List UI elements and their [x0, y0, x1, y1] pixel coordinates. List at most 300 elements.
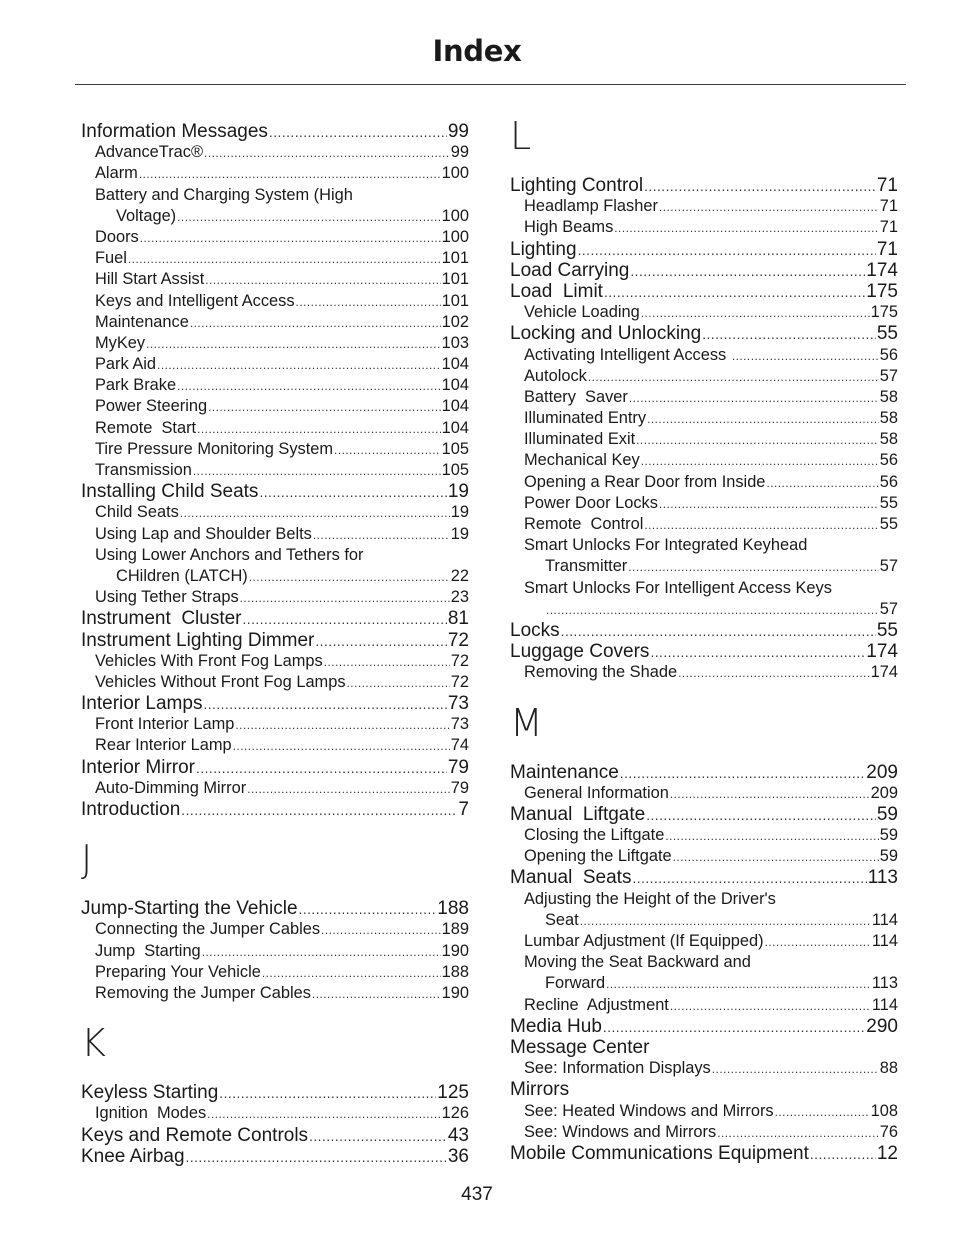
entry-page-number[interactable]: 59	[879, 826, 898, 845]
entry-page-number[interactable]: 71	[879, 197, 898, 216]
index-entry[interactable]	[81, 630, 469, 651]
index-subentry[interactable]	[510, 783, 898, 804]
entry-text: General Information	[524, 783, 669, 802]
dot-leader	[630, 261, 865, 281]
dot-leader	[177, 376, 441, 396]
entry-text: Smart Unlocks For Integrated Keyhead	[524, 536, 808, 555]
index-subentry[interactable]	[510, 846, 898, 867]
entry-text: Using Lap and Shoulder Belts	[95, 524, 312, 543]
index-subentry[interactable]	[81, 354, 469, 375]
entry-page-number[interactable]: 74	[450, 736, 469, 755]
index-entry[interactable]	[510, 762, 898, 783]
dot-leader	[128, 249, 441, 269]
index-subentry[interactable]	[510, 599, 898, 620]
entry-text: MyKey	[95, 333, 146, 352]
entry-text: Mirrors	[510, 1079, 570, 1101]
dot-leader	[659, 197, 879, 217]
page-number: 437	[461, 1184, 493, 1205]
entry-text: Using Tether Straps	[95, 588, 239, 607]
entry-text: Opening the Liftgate	[524, 847, 672, 866]
entry-text: Fuel	[95, 249, 127, 268]
entry-text: Auto-Dimming Mirror	[95, 778, 247, 797]
entry-text: Installing Child Seats	[81, 481, 259, 503]
dot-leader	[243, 609, 447, 629]
dot-leader	[644, 515, 878, 535]
entry-page-number[interactable]: 114	[871, 995, 898, 1014]
entry-text: Using Lower Anchors and Tethers for	[95, 545, 364, 564]
entry-page-number[interactable]: 113	[867, 867, 898, 889]
index-subentry[interactable]	[81, 248, 469, 269]
entry-text: Doors	[95, 227, 139, 246]
entry-page-number[interactable]: 100	[441, 206, 469, 225]
dot-leader	[321, 920, 441, 940]
entry-page-number[interactable]: 72	[447, 629, 469, 651]
entry-text: Lumbar Adjustment (If Equipped)	[524, 932, 764, 950]
index-subentry[interactable]	[81, 545, 469, 566]
entry-page-number[interactable]: 76	[879, 1122, 898, 1141]
entry-page-number[interactable]: 58	[879, 430, 898, 449]
entry-page-number[interactable]: 101	[441, 249, 469, 268]
entry-text: Load Limit	[510, 280, 603, 302]
entry-page-number[interactable]: 55	[876, 323, 898, 345]
index-entry[interactable]	[81, 1146, 469, 1167]
entry-text: Voltage)	[116, 206, 177, 225]
index-subentry[interactable]	[510, 1058, 898, 1079]
index-subentry[interactable]	[81, 312, 469, 333]
dot-leader	[247, 779, 450, 799]
entry-page-number[interactable]: 105	[441, 439, 469, 458]
dot-leader	[620, 763, 866, 783]
index-subentry[interactable]	[81, 735, 469, 756]
index-subentry[interactable]	[510, 1101, 898, 1122]
entry-text: Forward	[545, 974, 606, 993]
index-column-left	[81, 121, 469, 1167]
dot-leader	[208, 397, 441, 417]
index-subentry[interactable]	[510, 387, 898, 408]
index-subentry[interactable]	[510, 952, 898, 973]
index-subentry[interactable]	[81, 524, 469, 545]
entry-page-number[interactable]: 101	[441, 291, 469, 310]
dot-leader	[262, 963, 441, 983]
index-entry[interactable]	[510, 175, 898, 196]
entry-page-number[interactable]: 175	[870, 303, 898, 322]
index-subentry[interactable]	[81, 396, 469, 417]
entry-page-number[interactable]: 58	[879, 409, 898, 428]
entry-page-number[interactable]: 56	[879, 345, 898, 364]
entry-page-number[interactable]: 56	[879, 472, 898, 491]
entry-text: Moving the Seat Backward and	[524, 953, 751, 972]
index-entry[interactable]	[510, 1037, 898, 1058]
index-subentry[interactable]	[510, 302, 898, 323]
entry-text: Ignition Modes	[95, 1104, 207, 1123]
dot-leader	[207, 1104, 440, 1124]
dot-leader	[614, 218, 878, 238]
index-subentry[interactable]	[510, 931, 898, 952]
entry-page-number[interactable]: 99	[450, 143, 469, 162]
dot-leader	[249, 567, 450, 587]
entry-page-number[interactable]: 114	[871, 910, 898, 929]
entry-page-number[interactable]: 290	[866, 1015, 898, 1037]
entry-text: Instrument Lighting Dimmer	[81, 629, 315, 651]
entry-page-number[interactable]: 108	[870, 1101, 898, 1120]
entry-text: Jump Starting	[95, 941, 201, 960]
entry-page-number[interactable]: 81	[447, 608, 469, 630]
entry-text: Recline Adjustment	[524, 995, 669, 1014]
entry-text: Child Seats	[95, 503, 179, 522]
entry-text: Illuminated Exit	[524, 430, 636, 449]
index-entry[interactable]	[510, 641, 898, 662]
index-subentry[interactable]	[510, 217, 898, 238]
entry-page-number[interactable]: 36	[447, 1145, 469, 1167]
entry-text: Vehicles With Front Fog Lamps	[95, 651, 323, 670]
entry-text: Knee Airbag	[81, 1145, 185, 1167]
dot-leader	[641, 303, 870, 323]
entry-page-number[interactable]: 189	[441, 920, 469, 939]
entry-text: Keys and Intelligent Access	[95, 291, 295, 310]
dot-leader	[157, 355, 441, 375]
dot-leader	[644, 176, 876, 196]
entry-page-number[interactable]: 12	[876, 1142, 898, 1164]
entry-text: Lighting	[510, 238, 577, 260]
entry-text: See: Heated Windows and Mirrors	[524, 1101, 774, 1120]
entry-page-number[interactable]: 19	[447, 481, 469, 503]
entry-page-number[interactable]: 103	[441, 333, 469, 352]
entry-page-number[interactable]: 71	[879, 218, 898, 237]
index-subentry[interactable]	[81, 227, 469, 248]
dot-leader	[219, 1083, 436, 1103]
index-subentry[interactable]	[81, 1103, 469, 1124]
entry-page-number[interactable]: 88	[879, 1059, 898, 1078]
dot-leader	[235, 715, 449, 735]
dot-leader	[193, 461, 441, 481]
entry-page-number[interactable]: 22	[450, 566, 469, 585]
dot-leader	[312, 984, 441, 1004]
entry-page-number[interactable]: 57	[879, 557, 898, 576]
index-subentry[interactable]	[510, 556, 898, 577]
entry-page-number[interactable]: 105	[441, 461, 469, 479]
entry-text: Headlamp Flasher	[524, 197, 658, 216]
index-entry[interactable]	[81, 608, 469, 629]
index-entry[interactable]	[81, 121, 469, 142]
entry-page-number[interactable]: 126	[441, 1104, 469, 1123]
index-subentry[interactable]	[510, 1122, 898, 1143]
dot-leader	[202, 942, 441, 962]
dot-leader	[347, 673, 450, 693]
entry-page-number[interactable]: 113	[871, 974, 898, 993]
letter-spacer	[510, 684, 898, 702]
index-subentry[interactable]	[510, 345, 898, 366]
index-subentry[interactable]	[81, 460, 469, 481]
entry-page-number[interactable]: 57	[879, 366, 898, 385]
index-subentry[interactable]	[81, 206, 469, 227]
index-subentry[interactable]	[81, 269, 469, 290]
dot-leader	[296, 292, 441, 312]
section-letter: K	[81, 1021, 106, 1066]
index-entry[interactable]	[81, 1125, 469, 1146]
entry-page-number[interactable]: 19	[450, 524, 469, 543]
index-entry[interactable]	[81, 693, 469, 714]
index-entry[interactable]	[510, 323, 898, 344]
entry-text: Manual Seats	[510, 867, 632, 889]
entry-text: Remote Control	[524, 515, 644, 533]
entry-page-number[interactable]: 209	[866, 761, 898, 783]
index-entry[interactable]	[81, 799, 469, 820]
index-subentry[interactable]	[81, 418, 469, 439]
entry-page-number[interactable]: 188	[437, 898, 469, 920]
dot-leader	[309, 1126, 447, 1146]
entry-text: Mobile Communications Equipment	[510, 1142, 809, 1164]
dot-leader	[180, 503, 450, 523]
dot-leader	[334, 440, 441, 460]
index-entry[interactable]	[510, 1016, 898, 1037]
dot-leader	[561, 621, 876, 641]
dot-leader	[659, 494, 879, 514]
entry-page-number[interactable]: 125	[437, 1082, 469, 1104]
index-subentry[interactable]	[510, 535, 898, 556]
entry-text: Keyless Starting	[81, 1082, 219, 1104]
entry-page-number[interactable]: 99	[447, 121, 469, 142]
letter-spacer	[510, 744, 898, 762]
letter-spacer	[510, 157, 898, 175]
entry-page-number[interactable]: 114	[871, 932, 898, 950]
entry-text: Battery Saver	[524, 387, 628, 406]
entry-text: Preparing Your Vehicle	[95, 962, 261, 981]
dot-leader	[186, 1147, 447, 1167]
entry-page-number[interactable]: 57	[879, 599, 898, 618]
entry-text: Interior Lamps	[81, 693, 203, 715]
index-subentry[interactable]	[510, 366, 898, 387]
dot-leader	[580, 911, 871, 931]
index-subentry[interactable]	[81, 566, 469, 587]
entry-page-number[interactable]: 104	[441, 376, 469, 395]
entry-page-number[interactable]: 71	[876, 175, 898, 196]
entry-text: Mechanical Key	[524, 451, 640, 470]
dot-leader	[673, 847, 879, 867]
index-subentry[interactable]	[81, 714, 469, 735]
entry-text: CHildren (LATCH)	[116, 566, 248, 585]
entry-page-number[interactable]: 58	[879, 387, 898, 406]
entry-text: See: Windows and Mirrors	[524, 1122, 717, 1141]
entry-text: Jump-Starting the Vehicle	[81, 898, 298, 920]
index-entry[interactable]	[81, 1082, 469, 1103]
dot-leader	[177, 207, 440, 227]
index-subentry[interactable]	[510, 514, 898, 535]
index-subentry[interactable]	[81, 142, 469, 163]
entry-page-number[interactable]: 43	[447, 1124, 469, 1146]
index-subentry[interactable]	[81, 163, 469, 184]
section-letter: M	[510, 700, 543, 745]
dot-leader	[259, 482, 446, 502]
entry-text: Luggage Covers	[510, 641, 650, 663]
index-subentry[interactable]	[81, 375, 469, 396]
entry-text: Message Center	[510, 1036, 650, 1058]
dot-leader	[299, 899, 437, 919]
entry-text: Locks	[510, 619, 560, 641]
index-column-right	[510, 115, 898, 1164]
entry-text: Load Carrying	[510, 259, 630, 281]
dot-leader	[765, 932, 871, 952]
entry-page-number[interactable]: 190	[441, 941, 469, 960]
entry-page-number[interactable]: 55	[876, 619, 898, 641]
entry-text: Manual Liftgate	[510, 803, 646, 825]
entry-page-number[interactable]: 79	[447, 756, 469, 778]
entry-text: Autolock	[524, 366, 587, 385]
entry-page-number[interactable]: 79	[450, 778, 469, 797]
entry-page-number[interactable]: 174	[870, 663, 898, 682]
dot-leader	[203, 694, 446, 714]
entry-page-number[interactable]: 73	[450, 715, 469, 734]
dot-leader	[766, 473, 878, 493]
dot-leader	[140, 228, 441, 248]
entry-text: Opening a Rear Door from Inside	[524, 472, 766, 491]
entry-text: Locking and Unlocking	[510, 323, 702, 345]
index-subentry[interactable]	[510, 973, 898, 994]
entry-page-number[interactable]: 73	[447, 693, 469, 715]
entry-text: Instrument Cluster	[81, 608, 242, 630]
entry-text: Power Steering	[95, 397, 208, 416]
page-title: Index	[432, 34, 522, 68]
dot-leader	[146, 334, 441, 354]
entry-text: Lighting Control	[510, 175, 644, 196]
entry-text: Media Hub	[510, 1015, 602, 1037]
index-entry[interactable]	[510, 1079, 898, 1100]
index-subentry[interactable]	[510, 408, 898, 429]
entry-page-number[interactable]: 55	[879, 493, 898, 512]
entry-text: Transmitter	[545, 557, 628, 576]
dot-leader	[315, 631, 446, 651]
letter-spacer	[81, 1064, 469, 1082]
entry-text: Park Brake	[95, 376, 177, 395]
entry-page-number[interactable]: 100	[441, 164, 469, 183]
entry-text: Rear Interior Lamp	[95, 736, 232, 755]
dot-leader	[717, 1123, 879, 1143]
dot-leader	[313, 525, 450, 545]
entry-text: Keys and Remote Controls	[81, 1124, 309, 1146]
index-subentry[interactable]	[81, 983, 469, 1004]
dot-leader	[775, 1102, 870, 1122]
dot-leader	[732, 346, 879, 366]
index-subentry[interactable]	[510, 825, 898, 846]
index-subentry[interactable]	[510, 995, 898, 1016]
entry-page-number[interactable]: 72	[450, 651, 469, 670]
entry-page-number[interactable]: 59	[879, 847, 898, 866]
index-entry[interactable]	[510, 1143, 898, 1164]
index-subentry[interactable]	[81, 941, 469, 962]
index-subentry[interactable]	[510, 493, 898, 514]
index-subentry[interactable]	[81, 778, 469, 799]
index-entry[interactable]	[510, 867, 898, 888]
entry-text: Power Door Locks	[524, 493, 658, 512]
dot-leader	[636, 430, 879, 450]
entry-text: Illuminated Entry	[524, 409, 647, 428]
index-subentry[interactable]	[510, 910, 898, 931]
index-subentry[interactable]	[81, 672, 469, 693]
entry-page-number[interactable]: 100	[441, 227, 469, 246]
dot-leader	[139, 164, 441, 184]
dot-leader	[197, 419, 441, 439]
dot-leader	[603, 1017, 865, 1037]
entry-text: Interior Mirror	[81, 756, 196, 778]
index-subentry[interactable]	[81, 291, 469, 312]
index-entry[interactable]	[81, 898, 469, 919]
index-subentry[interactable]	[81, 962, 469, 983]
dot-leader	[588, 367, 879, 387]
entry-page-number[interactable]: 209	[870, 783, 898, 802]
entry-page-number[interactable]: 59	[876, 803, 898, 825]
dot-leader	[204, 143, 450, 163]
index-entry[interactable]	[510, 239, 898, 260]
index-subentry[interactable]	[81, 919, 469, 940]
section-letter: J	[81, 837, 93, 882]
entry-page-number[interactable]: 104	[441, 355, 469, 374]
entry-text: Seat	[545, 910, 579, 929]
entry-page-number[interactable]: 55	[879, 515, 898, 533]
entry-page-number[interactable]: 102	[441, 312, 469, 331]
entry-page-number[interactable]: 72	[450, 672, 469, 691]
index-subentry[interactable]	[81, 185, 469, 206]
entry-page-number[interactable]: 101	[441, 270, 469, 289]
entry-page-number[interactable]: 174	[866, 259, 898, 281]
entry-page-number[interactable]: 104	[441, 397, 469, 416]
index-subentry[interactable]	[510, 889, 898, 910]
entry-page-number[interactable]: 56	[879, 451, 898, 470]
dot-leader	[181, 800, 457, 820]
index-subentry[interactable]	[510, 429, 898, 450]
index-subentry[interactable]	[81, 502, 469, 523]
index-subentry[interactable]	[81, 587, 469, 608]
entry-text: Alarm	[95, 164, 138, 183]
section-letter: L	[510, 114, 532, 158]
entry-text: Smart Unlocks For Intelligent Access Keys	[524, 578, 832, 597]
index-entry[interactable]	[81, 757, 469, 778]
index-entry[interactable]	[510, 281, 898, 302]
entry-page-number[interactable]: 71	[876, 238, 898, 260]
index-subentry[interactable]	[81, 651, 469, 672]
dot-leader	[546, 600, 879, 620]
entry-page-number[interactable]: 175	[866, 280, 898, 302]
entry-text: Transmission	[95, 461, 192, 479]
entry-text: Tire Pressure Monitoring System	[95, 439, 334, 458]
entry-text: See: Information Displays	[524, 1059, 711, 1078]
entry-text: Vehicles Without Front Fog Lamps	[95, 672, 346, 691]
entry-text: Activating Intelligent Access	[524, 345, 731, 364]
index-subentry[interactable]	[510, 662, 898, 683]
index-subentry[interactable]	[510, 578, 898, 599]
entry-page-number[interactable]: 188	[441, 962, 469, 981]
entry-text: Introduction	[81, 799, 181, 820]
letter-spacer	[81, 820, 469, 838]
index-subentry[interactable]	[81, 439, 469, 460]
dot-leader	[650, 642, 865, 662]
index-subentry[interactable]	[510, 450, 898, 471]
index-subentry[interactable]	[81, 333, 469, 354]
index-subentry[interactable]	[510, 196, 898, 217]
dot-leader	[632, 868, 866, 888]
dot-leader	[578, 240, 876, 260]
entry-page-number[interactable]: 104	[441, 418, 469, 437]
index-entry[interactable]	[510, 260, 898, 281]
index-entry[interactable]	[510, 804, 898, 825]
dot-leader	[240, 588, 450, 608]
entry-page-number[interactable]: 19	[450, 503, 469, 522]
entry-page-number[interactable]: 174	[866, 641, 898, 663]
entry-page-number[interactable]: 23	[450, 588, 469, 607]
index-entry[interactable]	[510, 620, 898, 641]
entry-page-number[interactable]: 190	[441, 983, 469, 1002]
entry-page-number[interactable]: 7	[458, 799, 469, 820]
index-subentry[interactable]	[510, 472, 898, 493]
index-entry[interactable]	[81, 481, 469, 502]
